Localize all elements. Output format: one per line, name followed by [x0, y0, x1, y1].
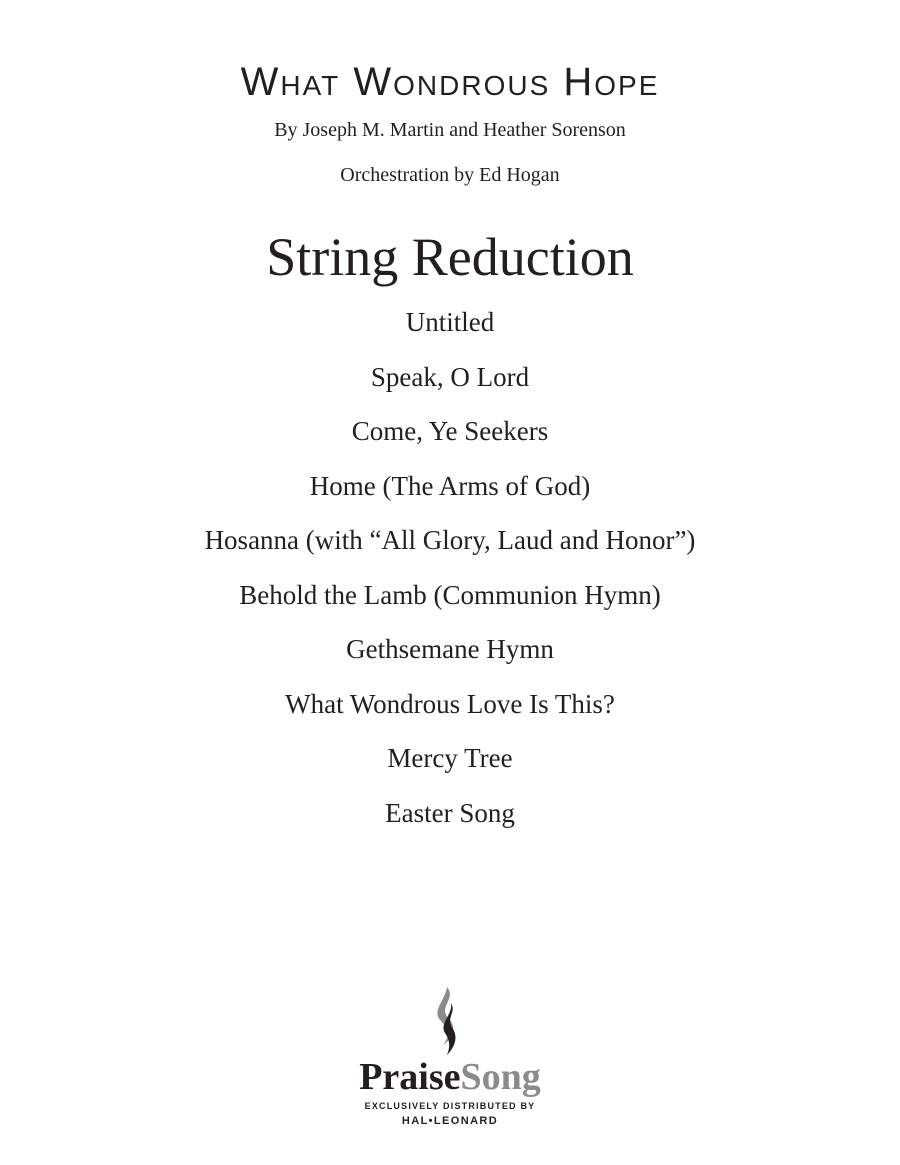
song-item: Gethsemane Hymn	[346, 634, 554, 664]
part-title: String Reduction	[266, 227, 634, 287]
brand-part-praise: Praise	[359, 1056, 461, 1098]
publisher-logo	[330, 985, 570, 1135]
song-list	[0, 304, 900, 849]
distribution-note: EXCLUSIVELY DISTRIBUTED BY	[364, 1101, 536, 1111]
song-item: Easter Song	[385, 797, 515, 828]
work-title	[0, 52, 900, 112]
song-item: Speak, O Lord	[370, 361, 530, 392]
authors-credit: By Joseph M. Martin and Heather Sorenson	[274, 119, 626, 141]
song-item: Mercy Tree	[387, 743, 513, 773]
song-item: What Wondrous Love Is This?	[285, 688, 615, 719]
song-item: Come, Ye Seekers	[351, 416, 549, 446]
distributor-name: HAL•LEONARD	[401, 1115, 499, 1127]
orchestration-credit: Orchestration by Ed Hogan	[340, 164, 560, 186]
song-item: Home (The Arms of God)	[309, 470, 591, 501]
publisher-brand	[330, 1057, 570, 1097]
work-title-text: What Wondrous Hope	[240, 60, 660, 104]
song-item: Hosanna (with “All Glory, Laud and Honor”)	[204, 525, 696, 555]
flame-icon	[427, 985, 467, 1057]
song-item: Behold the Lamb (Communion Hymn)	[239, 579, 661, 610]
brand-part-song: Song	[460, 1056, 541, 1098]
song-item: Untitled	[405, 307, 495, 337]
